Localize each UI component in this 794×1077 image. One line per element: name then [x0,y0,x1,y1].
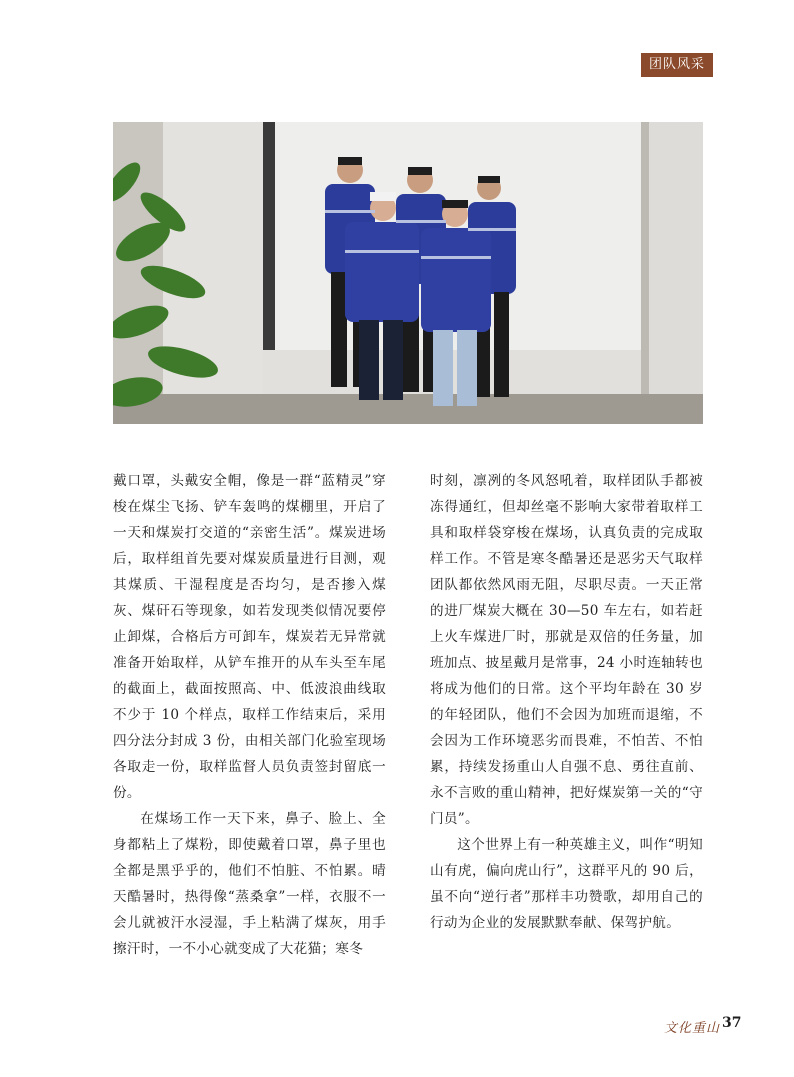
page-number: 37 [722,1015,742,1031]
right-paragraph-1: 时刻，凛冽的冬风怒吼着，取样团队手都被冻得通红，但却丝毫不影响大家带着取样工具和取样袋穿梭在煤场，认真负责的完成取样工作。不管是寒冬酷暑还是恶劣天气取样团队都依然风雨无阻，尽职尽责。一天正常的进厂煤炭大概在 30—50 车左右，如若赶上火车煤进厂时，那就是双倍的任务量，加班加点、披星戴月是常事，24 小时连轴转也将成为他们的日常。这个平均年龄在 30 岁的年轻团队，他们不会因为加班而退缩，不会因为工作环境恶劣而畏难，不怕苦、不怕累，持续发扬重山人自强不息、勇往直前、永不言败的重山精神，把好煤炭第一关的“守门员”。 [430,473,703,827]
right-paragraph-2: 这个世界上有一种英雄主义，叫作“明知山有虎，偏向虎山行”，这群平凡的 90 后，虽不向“逆行者”那样丰功赞歌，却用自己的行动为企业的发展默默奉献、保驾护航。 [430,837,703,931]
section-tag: 团队风采 [641,53,713,77]
left-paragraph-2: 在煤场工作一天下来，鼻子、脸上、全身都粘上了煤粉，即使戴着口罩，鼻子里也全都是黑乎乎的，他们不怕脏、不怕累。晴天酷暑时，热得像“蒸桑拿”一样，衣服不一会儿就被汗水浸湿，手上粘满了煤灰，用手擦汗时，一不小心就变成了大花猫；寒冬 [113,811,386,957]
left-paragraph-1: 戴口罩，头戴安全帽，像是一群“蓝精灵”穿梭在煤尘飞扬、铲车轰鸣的煤棚里，开启了一天和煤炭打交道的“亲密生活”。煤炭进场后，取样组首先要对煤炭质量进行目测，观其煤质、干湿程度是否均匀，是否掺入煤灰、煤矸石等现象，如若发现类似情况要停止卸煤，合格后方可卸车，煤炭若无异常就准备开始取样，从铲车推开的从车头至车尾的截面上，截面按照高、中、低波浪曲线取不少于 10 个样点，取样工作结束后，采用四分法分封成 3 份，由相关部门化验室现场各取走一份，取样监督人员负责签封留底一份。 [113,473,386,801]
right-column [430,468,703,936]
magazine-logo: 文化重山 [664,1021,721,1036]
team-photo [113,122,703,424]
left-column [113,468,386,962]
